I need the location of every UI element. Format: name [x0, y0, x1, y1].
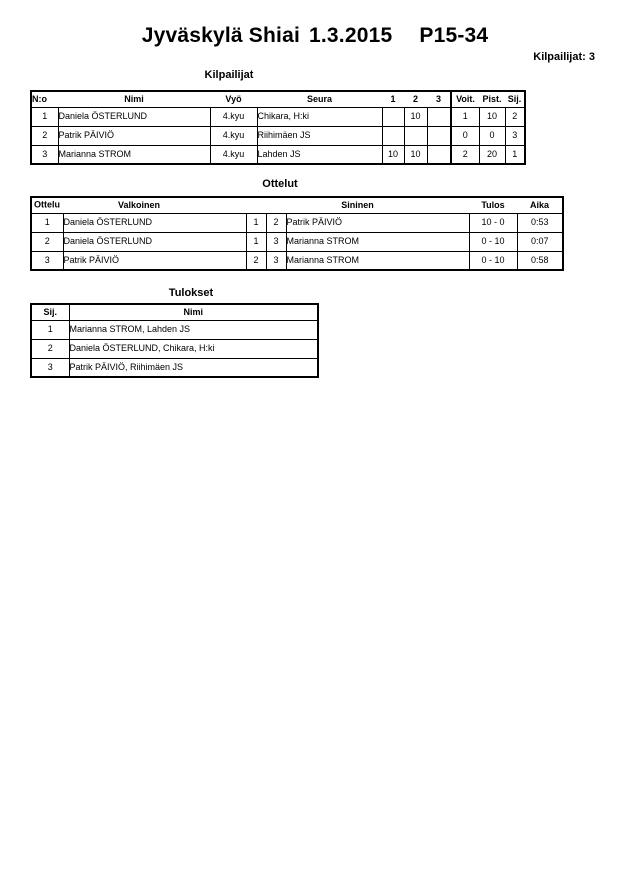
match-time: 0:58 — [517, 251, 563, 270]
competitor-no: 3 — [31, 145, 58, 164]
match-blue-no: 3 — [266, 232, 286, 251]
competitor-belt: 4.kyu — [210, 145, 257, 164]
competitor-match3-score — [427, 126, 451, 145]
competitor-club: Lahden JS — [257, 145, 382, 164]
competitor-row — [31, 107, 525, 126]
competitor-name: Marianna STROM — [58, 145, 210, 164]
competitor-row — [31, 145, 525, 164]
match-white-name: Daniela ÖSTERLUND — [63, 232, 246, 251]
competitor-match3-score — [427, 107, 451, 126]
match-blue-name: Marianna STROM — [286, 232, 469, 251]
match-result: 0 - 10 — [469, 232, 517, 251]
result-row — [31, 358, 318, 377]
competitor-no: 2 — [31, 126, 58, 145]
match-white-name: Daniela ÖSTERLUND — [63, 213, 246, 232]
competitor-match2-score — [404, 126, 427, 145]
match-blue-no: 2 — [266, 213, 286, 232]
col-header-belt: Vyö — [225, 93, 242, 104]
col-header-name: Nimi — [124, 93, 144, 104]
match-white-no: 2 — [246, 251, 266, 270]
result-row — [31, 320, 318, 339]
results-table — [30, 303, 319, 378]
col-header-match3: 3 — [435, 93, 441, 104]
competitor-match1-score: 10 — [382, 145, 404, 164]
results-section-title: Tulokset — [168, 287, 214, 299]
competitors-header-row — [31, 91, 525, 107]
match-row — [31, 251, 563, 270]
competitor-points: 20 — [479, 145, 505, 164]
match-white-no: 1 — [246, 213, 266, 232]
competitor-wins: 0 — [451, 126, 479, 145]
competitor-club: Riihimäen JS — [257, 126, 382, 145]
match-result: 0 - 10 — [469, 251, 517, 270]
col-header-match1: 1 — [390, 93, 396, 104]
competitors-table — [30, 90, 526, 165]
col-header-rank: Sij. — [507, 93, 522, 104]
col-header-white: Valkoinen — [117, 199, 161, 210]
match-no: 1 — [31, 213, 63, 232]
match-row — [31, 213, 563, 232]
competitor-match1-score — [382, 126, 404, 145]
matches-header-row — [31, 197, 563, 213]
col-header-club: Seura — [306, 93, 332, 104]
page-title — [0, 24, 630, 48]
competitor-rank: 2 — [505, 107, 525, 126]
col-header-rank: Sij. — [43, 306, 57, 317]
match-white-name: Patrik PÄIVIÖ — [63, 251, 246, 270]
col-header-match: Ottelu — [34, 199, 60, 210]
col-header-no: N:o — [32, 93, 47, 104]
competitor-match3-score — [427, 145, 451, 164]
title-date: 1.3.2015 — [309, 24, 393, 47]
col-header-match-white — [31, 197, 246, 213]
competitor-name: Patrik PÄIVIÖ — [58, 126, 210, 145]
competitor-points: 0 — [479, 126, 505, 145]
competitor-row — [31, 126, 525, 145]
match-no: 2 — [31, 232, 63, 251]
competitor-wins: 1 — [451, 107, 479, 126]
col-header-name: Nimi — [69, 304, 318, 320]
match-time: 0:07 — [517, 232, 563, 251]
match-row — [31, 232, 563, 251]
match-time: 0:53 — [517, 213, 563, 232]
matches-section-title: Ottelut — [262, 178, 298, 190]
competitor-wins: 2 — [451, 145, 479, 164]
col-header-blue: Sininen — [341, 199, 374, 210]
match-white-no: 1 — [246, 232, 266, 251]
competitor-belt: 4.kyu — [210, 107, 257, 126]
competitor-match1-score — [382, 107, 404, 126]
match-blue-no: 3 — [266, 251, 286, 270]
results-header-row — [31, 304, 318, 320]
competitor-belt: 4.kyu — [210, 126, 257, 145]
result-name: Daniela ÖSTERLUND, Chikara, H:ki — [69, 339, 318, 358]
col-header-wins: Voit. — [451, 91, 479, 107]
col-header-points: Pist. — [482, 93, 502, 104]
competitor-no: 1 — [31, 107, 58, 126]
competitor-name: Daniela ÖSTERLUND — [58, 107, 210, 126]
competitor-count-label: Kilpailijat: 3 — [533, 51, 595, 63]
competitor-club: Chikara, H:ki — [257, 107, 382, 126]
competitor-rank: 3 — [505, 126, 525, 145]
matches-table — [30, 196, 564, 271]
competitors-section-title: Kilpailijat — [204, 69, 254, 81]
match-blue-name: Patrik PÄIVIÖ — [286, 213, 469, 232]
title-event: Jyväskylä Shiai — [141, 24, 300, 47]
match-result: 10 - 0 — [469, 213, 517, 232]
match-no: 3 — [31, 251, 63, 270]
competitor-match2-score: 10 — [404, 107, 427, 126]
title-category: P15-34 — [419, 24, 489, 47]
competitor-match2-score: 10 — [404, 145, 427, 164]
result-rank: 3 — [31, 358, 69, 377]
competitor-points: 10 — [479, 107, 505, 126]
match-blue-name: Marianna STROM — [286, 251, 469, 270]
col-header-result: Tulos — [481, 199, 505, 210]
col-header-time: Aika — [529, 199, 549, 210]
result-rank: 2 — [31, 339, 69, 358]
result-name: Patrik PÄIVIÖ, Riihimäen JS — [69, 358, 318, 377]
result-row — [31, 339, 318, 358]
result-name: Marianna STROM, Lahden JS — [69, 320, 318, 339]
col-header-match2: 2 — [412, 93, 418, 104]
result-rank: 1 — [31, 320, 69, 339]
competitor-rank: 1 — [505, 145, 525, 164]
